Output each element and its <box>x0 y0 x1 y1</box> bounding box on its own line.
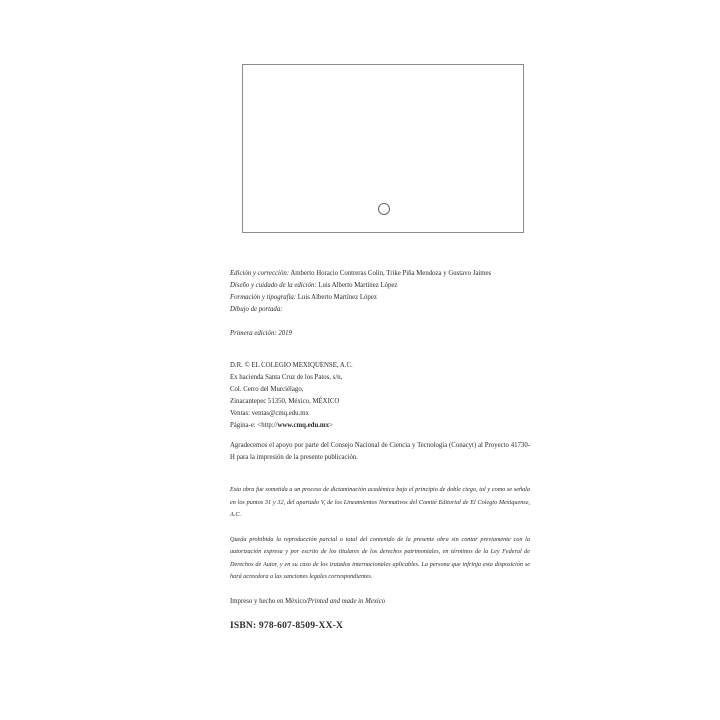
publisher-address-3: Zinacantepec 51350, México, MÉXICO <box>230 398 340 405</box>
credit-diseno-label: Diseño y cuidado de la edición: <box>230 282 317 289</box>
publisher-address-2: Col. Cerro del Murciélago, <box>230 386 304 393</box>
image-placeholder-frame <box>242 64 524 233</box>
publisher-web-prefix: Página-e: <http:// <box>230 422 278 429</box>
credit-dibujo: Dibujo de portada: <box>230 306 283 313</box>
primera-edicion: Primera edición: 2019 <box>230 330 292 337</box>
credit-edicion <box>230 268 530 280</box>
credit-formacion <box>230 292 530 304</box>
credit-formacion-label: Formación y tipografía: <box>230 294 297 301</box>
credit-diseno-value: Luis Alberto Martínez López <box>316 282 398 289</box>
credit-diseno <box>230 280 530 292</box>
credit-formacion-value: Luis Alberto Martínez López <box>296 294 377 301</box>
impreso-line <box>230 596 530 608</box>
credit-edicion-label: Edición y corrección: <box>230 270 290 277</box>
copyright-content <box>230 268 530 632</box>
impreso-italic: Printed and made in Mexico <box>307 597 386 605</box>
thanks-paragraph: Agradecemos el apoyo por parte del Consejo Nacional de Ciencia y Tecnología (Conacyt) al Proyecto 41730-H para la impresión de la presente publicación. <box>230 442 530 461</box>
prohibida-paragraph: Queda prohibida la reproducción parcial o total del contenido de la presente obra sin contar previamente con la autorización expresa y por escrito de los titulares de los derechos patrimoniales, en términos de la Ley Federal de Derechos de Autor, y en su caso de los tratados internacionales aplicables. La persona que infrinja esta disposición se hará acreedora a las sanciones legales correspondientes. <box>230 535 530 580</box>
publisher-web-suffix: > <box>329 422 333 429</box>
credit-edicion-value: Amberto Horacio Contreras Colín, Trike Piña Mendoza y Gustavo Jaimes <box>289 270 492 277</box>
publisher-ventas: Ventas: ventas@cmq.edu.mx <box>230 410 309 417</box>
dictamen-paragraph: Esta obra fue sometida a un proceso de dictaminación académica bajo el principio de doble ciego, tal y como se señala en los puntos 31 y 32, del apartado V, de los Lineamientos Normativos del Comité Editorial de El Colegio Mexiquense, A.C. <box>230 486 530 518</box>
publisher-web <box>230 420 530 432</box>
publisher-web-link[interactable]: www.cmq.edu.mx <box>277 422 329 429</box>
publisher-dr: D.R. © EL COLEGIO MEXIQUENSE, A.C. <box>230 362 353 369</box>
impreso-prefix: Impreso y hecho en México/ <box>230 597 308 605</box>
publisher-address-1: Ex hacienda Santa Cruz de los Patos, s/n, <box>230 374 343 381</box>
isbn: ISBN: 978-607-8509-XX-X <box>230 620 344 631</box>
circle-marker-icon <box>378 203 390 215</box>
